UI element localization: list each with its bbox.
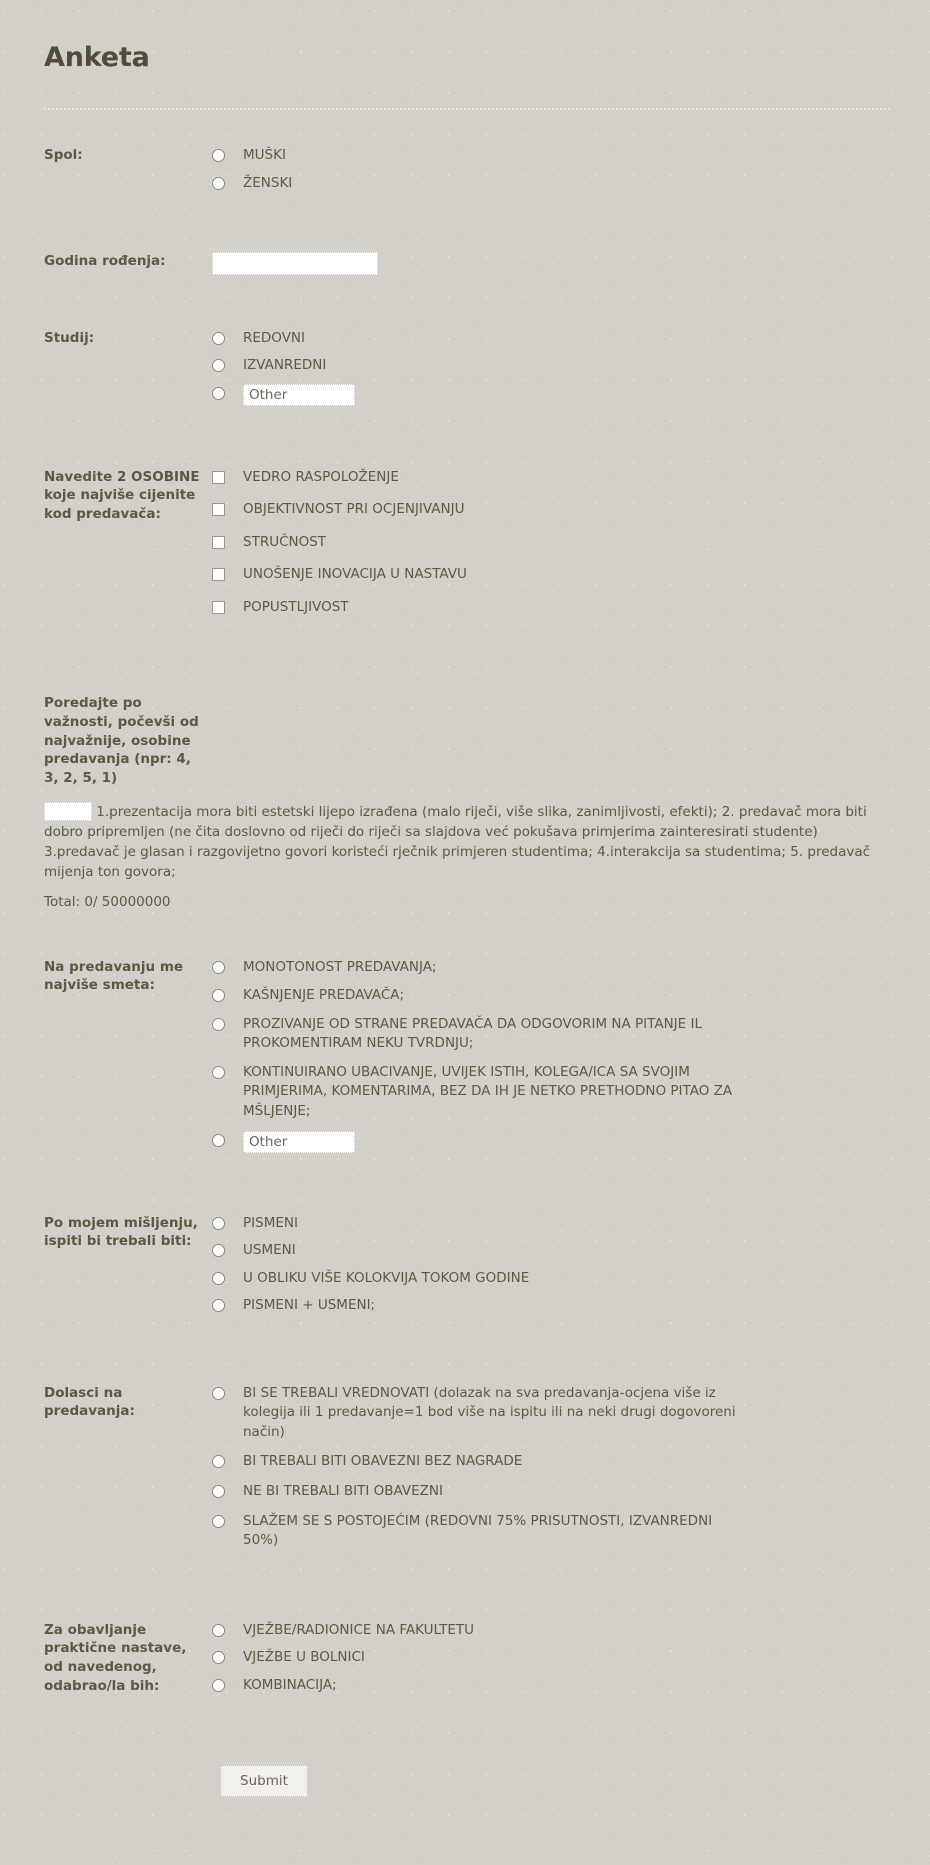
birth-year-input[interactable] (212, 252, 378, 275)
question-annoyances-label: Na predavanju me najviše smeta: (44, 958, 184, 994)
option-trait-vedro[interactable] (212, 468, 890, 488)
radio-exam-kolokviji[interactable] (212, 1272, 225, 1285)
option-attend-postojece[interactable] (212, 1512, 890, 1551)
option-trait-strucnost[interactable] (212, 533, 890, 553)
question-practical (44, 1621, 890, 1704)
question-birth-year-label: Godina rođenja: (44, 252, 166, 269)
question-gender-label: Spol: (44, 147, 83, 164)
radio-annoy-other[interactable] (212, 1134, 225, 1147)
option-label[interactable]: KAŠNJENJE PREDAVAČA; (243, 987, 405, 1004)
option-label[interactable]: U OBLIKU VIŠE KOLOKVIJA TOKOM GODINE (243, 1269, 530, 1286)
title-divider (44, 108, 890, 110)
question-study-label: Studij: (44, 329, 95, 346)
option-label[interactable]: KOMBINACIJA; (243, 1676, 337, 1693)
radio-exam-pismeni-usmeni[interactable] (212, 1299, 225, 1312)
ranking-total: Total: 0/ 50000000 (44, 893, 171, 910)
radio-gender-muski[interactable] (212, 149, 225, 162)
question-traits-label: Navedite 2 OSOBINE koje najviše cijenite kod predavača: (44, 468, 200, 522)
question-ranking (44, 694, 890, 787)
page-title: Anketa (44, 42, 150, 73)
question-birth-year (44, 252, 890, 275)
option-label[interactable]: MUŠKI (243, 147, 286, 164)
option-trait-popustljivost[interactable] (212, 598, 890, 618)
radio-annoy-monotonost[interactable] (212, 961, 225, 974)
radio-exam-pismeni[interactable] (212, 1217, 225, 1230)
submit-row (44, 1765, 890, 1797)
option-label[interactable]: PISMENI (243, 1214, 298, 1231)
question-traits (44, 468, 890, 631)
option-label[interactable]: IZVANREDNI (243, 357, 327, 374)
option-label[interactable]: BI TREBALI BITI OBAVEZNI BEZ NAGRADE (243, 1453, 523, 1470)
option-label[interactable]: NE BI TREBALI BITI OBAVEZNI (243, 1483, 444, 1500)
submit-button[interactable]: Submit (220, 1765, 308, 1797)
radio-annoy-kasnjenje[interactable] (212, 989, 225, 1002)
checkbox-trait-vedro[interactable] (212, 471, 225, 484)
question-gender (44, 146, 890, 193)
option-study-redovni[interactable] (212, 329, 890, 349)
option-attend-obavezni-bez-nagrade[interactable] (212, 1452, 890, 1472)
option-trait-inovacije[interactable] (212, 565, 890, 585)
option-annoy-prozivanje[interactable] (212, 1015, 890, 1054)
option-label[interactable]: USMENI (243, 1242, 296, 1259)
radio-attend-obavezni-bez-nagrade[interactable] (212, 1455, 225, 1468)
radio-attend-vrednovati[interactable] (212, 1387, 225, 1400)
radio-study-redovni[interactable] (212, 332, 225, 345)
question-attendance-label: Dolasci na predavanja: (44, 1384, 135, 1420)
radio-study-other[interactable] (212, 387, 225, 400)
radio-gender-zenski[interactable] (212, 177, 225, 190)
option-annoy-monotonost[interactable] (212, 958, 890, 978)
radio-practical-kombinacija[interactable] (212, 1679, 225, 1692)
option-attend-ne-obavezni[interactable] (212, 1482, 890, 1502)
option-label[interactable]: SLAŽEM SE S POSTOJEĆIM (REDOVNI 75% PRISUTNOSTI, IZVANREDNI 50%) (243, 1512, 713, 1549)
radio-attend-ne-obavezni[interactable] (212, 1485, 225, 1498)
option-label[interactable]: VJEŽBE U BOLNICI (243, 1649, 365, 1666)
question-practical-label: Za obavljanje praktične nastave, od navedenog, odabrao/la bih: (44, 1621, 187, 1694)
ranking-input[interactable] (44, 802, 92, 821)
option-study-other[interactable] (212, 384, 890, 406)
question-attendance (44, 1384, 890, 1561)
option-label[interactable]: VEDRO RASPOLOŽENJE (243, 468, 399, 485)
option-label[interactable]: STRUČNOST (243, 533, 327, 550)
checkbox-trait-inovacije[interactable] (212, 568, 225, 581)
option-study-izvanredni[interactable] (212, 356, 890, 376)
option-label[interactable]: PROZIVANJE OD STRANE PREDAVAČA DA ODGOVORIM NA PITANJE IL PROKOMENTIRAM NEKU TVRDNJU; (243, 1015, 702, 1052)
option-exam-pismeni-usmeni[interactable] (212, 1296, 890, 1316)
study-other-input[interactable] (243, 384, 355, 406)
radio-practical-fakultet[interactable] (212, 1624, 225, 1637)
radio-annoy-kontinuirano[interactable] (212, 1066, 225, 1079)
question-exams-label: Po mojem mišljenju, ispiti bi trebali biti: (44, 1214, 198, 1250)
option-label[interactable]: POPUSTLJIVOST (243, 598, 349, 615)
radio-study-izvanredni[interactable] (212, 359, 225, 372)
option-annoy-kasnjenje[interactable] (212, 986, 890, 1006)
checkbox-trait-objektivnost[interactable] (212, 503, 225, 516)
radio-annoy-prozivanje[interactable] (212, 1018, 225, 1031)
option-label[interactable]: REDOVNI (243, 329, 306, 346)
ranking-description-text: 1.prezentacija mora biti estetski lijepo izrađena (malo riječi, više slika, zanimljivosti, efekti); 2. predavač mora biti dobro pripremljen (ne čita doslovno od riječi do riječi sa slajdova već pokušava primjerima zainteresirati studente) 3.predavač je glasan i razgovijetno govori koristeći rječnik primjeren studentima; 4.interakcija sa studentima; 5. predavač mijenja ton govora; (44, 803, 871, 881)
question-study (44, 329, 890, 406)
checkbox-trait-popustljivost[interactable] (212, 601, 225, 614)
annoyances-other-input[interactable] (243, 1131, 355, 1153)
option-trait-objektivnost[interactable] (212, 500, 890, 520)
question-exams (44, 1214, 890, 1324)
option-practical-kombinacija[interactable] (212, 1676, 890, 1696)
question-annoyances (44, 958, 890, 1162)
radio-practical-bolnica[interactable] (212, 1651, 225, 1664)
checkbox-trait-strucnost[interactable] (212, 536, 225, 549)
option-label[interactable]: PISMENI + USMENI; (243, 1297, 376, 1314)
question-ranking-label: Poredajte po važnosti, počevši od najvažnije, osobine predavanja (npr: 4, 3, 2, 5, 1) (44, 695, 199, 786)
option-practical-fakultet[interactable] (212, 1621, 890, 1641)
option-gender-muski[interactable] (212, 146, 890, 166)
option-label[interactable]: BI SE TREBALI VREDNOVATI (dolazak na sva predavanja-ocjena više iz kolegija ili 1 predavanje=1 bod više na ispitu ili na neki drugi dogovoreni način) (243, 1384, 736, 1440)
option-attend-vrednovati[interactable] (212, 1384, 890, 1443)
option-practical-bolnica[interactable] (212, 1648, 890, 1668)
option-exam-usmeni[interactable] (212, 1241, 890, 1261)
option-exam-kolokviji[interactable] (212, 1269, 890, 1289)
option-gender-zenski[interactable] (212, 174, 890, 194)
radio-exam-usmeni[interactable] (212, 1244, 225, 1257)
option-label[interactable]: UNOŠENJE INOVACIJA U NASTAVU (243, 566, 467, 583)
ranking-description-block (44, 802, 886, 883)
option-exam-pismeni[interactable] (212, 1214, 890, 1234)
option-label[interactable]: ŽENSKI (243, 174, 293, 191)
option-label[interactable]: OBJEKTIVNOST PRI OCJENJIVANJU (243, 501, 465, 518)
option-label[interactable]: VJEŽBE/RADIONICE NA FAKULTETU (243, 1621, 475, 1638)
radio-attend-postojece[interactable] (212, 1515, 225, 1528)
option-label[interactable]: MONOTONOST PREDAVANJA; (243, 958, 437, 975)
option-label[interactable]: KONTINUIRANO UBACIVANJE, UVIJEK ISTIH, KOLEGA/ICA SA SVOJIM PRIMJERIMA, KOMENTARIMA, BEZ DA IH JE NETKO PRETHODNO PITAO ZA MŠLJENJE; (243, 1063, 733, 1119)
option-annoy-other[interactable] (212, 1131, 890, 1153)
option-annoy-kontinuirano[interactable] (212, 1063, 890, 1122)
